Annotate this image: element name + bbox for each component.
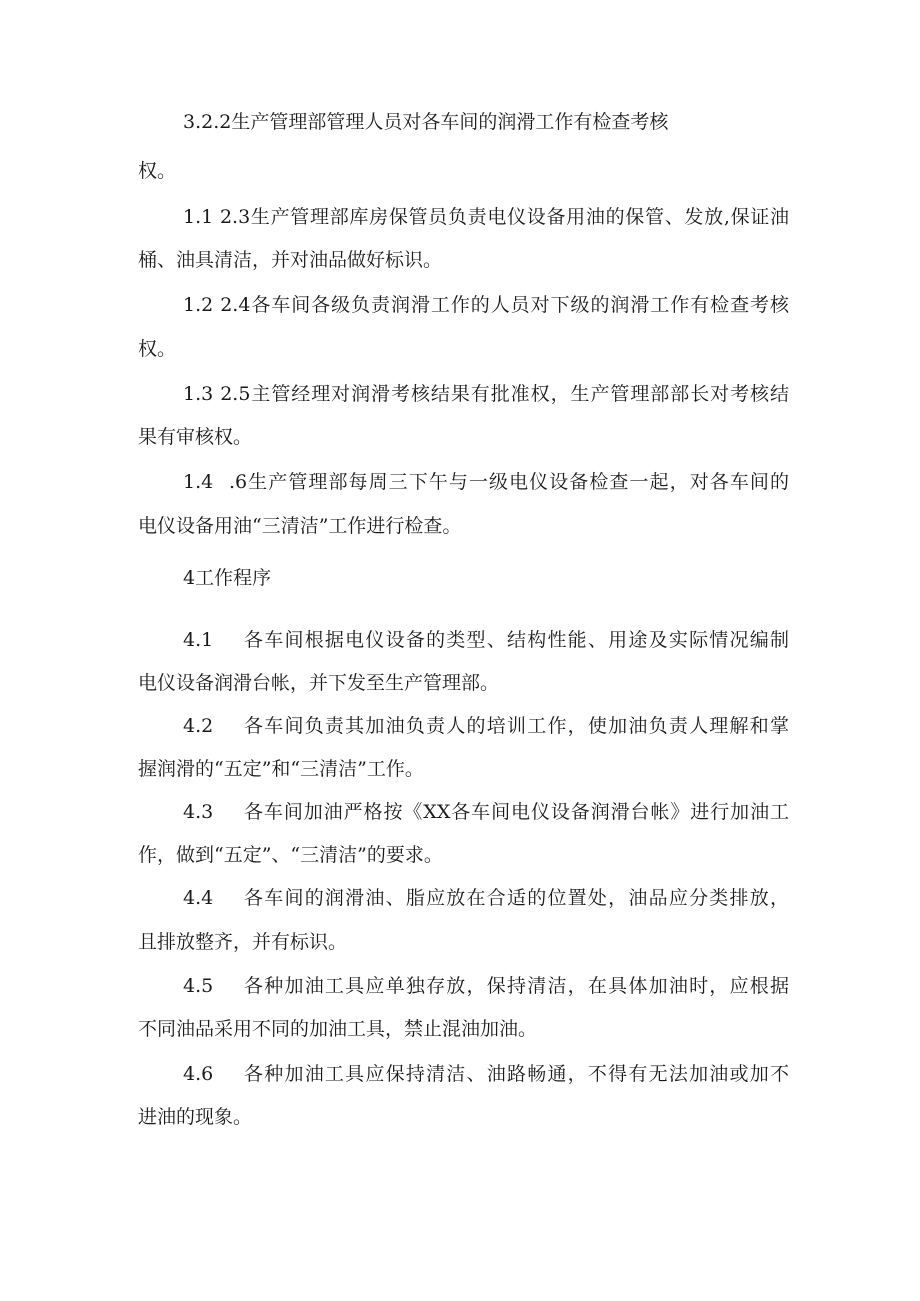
paragraph-2-4-line-2: 权。 <box>138 338 177 360</box>
item-4-1-number: 4.1 <box>183 629 214 651</box>
item-4-2-number: 4.2 <box>183 715 214 737</box>
item-4-1-line-2: 电仪设备润滑台帐，并下发至生产管理部。 <box>138 672 500 694</box>
item-4-4-line-1: 各车间的润滑油、脂应放在合适的位置处，油品应分类排放， <box>244 887 789 909</box>
item-4-2-line-2: 握润滑的“五定”和“三清洁”工作。 <box>138 758 424 780</box>
paragraph-2-6-number: 1.4 <box>183 471 214 493</box>
item-4-1-line-1: 各车间根据电仪设备的类型、结构性能、用途及实际情况编制 <box>244 629 789 651</box>
item-4-5-line-1: 各种加油工具应单独存放，保持清洁，在具体加油时，应根据 <box>244 975 789 997</box>
paragraph-2-6-line-2: 电仪设备用油“三清洁”工作进行检查。 <box>138 515 462 537</box>
paragraph-2-3-line-2: 桶、油具清洁，并对油品做好标识。 <box>138 249 443 271</box>
paragraph-2-4-line-1: 1.2 2.4各车间各级负责润滑工作的人员对下级的润滑工作有检查考核 <box>183 294 789 316</box>
item-4-6-number: 4.6 <box>183 1063 214 1085</box>
item-4-5-number: 4.5 <box>183 975 214 997</box>
item-4-4-line-2: 且排放整齐，并有标识。 <box>138 931 348 953</box>
item-4-3-line-2: 作，做到“五定”、“三清洁”的要求。 <box>138 844 443 866</box>
paragraph-3-2-2-line-1: 3.2.2生产管理部管理人员对各车间的润滑工作有检查考核 <box>183 111 669 133</box>
paragraph-2-5-line-2: 果有审核权。 <box>138 426 253 448</box>
item-4-6-line-1: 各种加油工具应保持清洁、油路畅通，不得有无法加油或加不 <box>244 1063 789 1085</box>
item-4-6-line-2: 进油的现象。 <box>138 1106 253 1128</box>
paragraph-2-6-line-1: .6生产管理部每周三下午与一级电仪设备检查一起，对各车间的 <box>229 471 789 493</box>
paragraph-3-2-2-line-2: 权。 <box>138 160 177 182</box>
paragraph-2-3-line-1: 1.1 2.3生产管理部库房保管员负责电仪设备用油的保管、发放,保证油 <box>183 206 789 228</box>
paragraph-2-5-line-1: 1.3 2.5主管经理对润滑考核结果有批准权，生产管理部部长对考核结 <box>183 383 789 405</box>
item-4-3-line-1: 各车间加油严格按《XX各车间电仪设备润滑台帐》进行加油工 <box>244 801 789 823</box>
item-4-5-line-2: 不同油品采用不同的加油工具，禁止混油加油。 <box>138 1018 538 1040</box>
item-4-2-line-1: 各车间负责其加油负责人的培训工作，使加油负责人理解和掌 <box>244 715 789 737</box>
section-heading-work-procedure: 4工作程序 <box>183 567 272 589</box>
item-4-3-number: 4.3 <box>183 801 214 823</box>
item-4-4-number: 4.4 <box>183 887 214 909</box>
